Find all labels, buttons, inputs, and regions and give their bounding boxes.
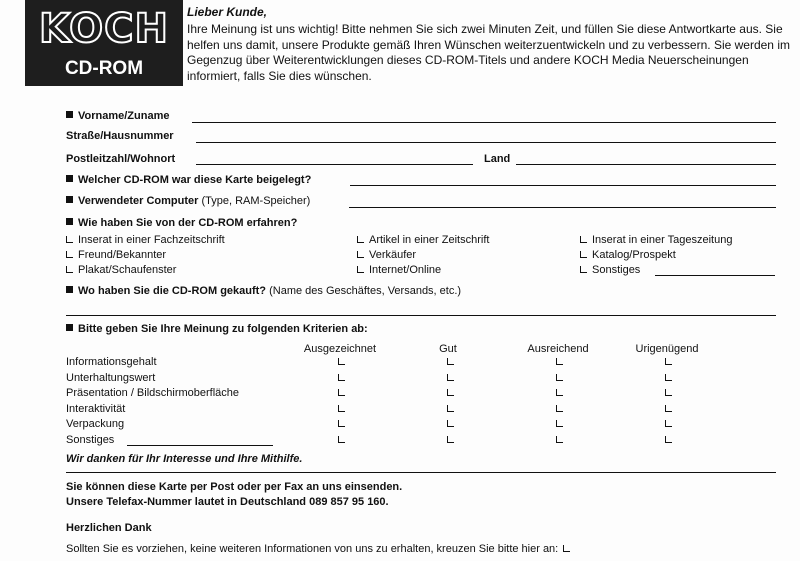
rating-scale-header: Ausgezeichnet: [303, 343, 377, 355]
source-option[interactable]: Katalog/Prospekt: [580, 249, 676, 261]
computer-label: Verwendeter Computer (Type, RAM-Speicher): [66, 195, 310, 207]
rating-checkbox[interactable]: [338, 389, 345, 396]
logo-brand: KOCH: [38, 6, 170, 52]
logo-sub: CD-ROM: [64, 58, 144, 79]
source-option[interactable]: Freund/Bekannter: [66, 249, 166, 261]
criterion-label: Sonstiges: [66, 434, 115, 446]
criterion-label: Präsentation / Bildschirmoberfläche: [66, 387, 240, 399]
rating-scale-header: Ausreichend: [527, 343, 589, 355]
rating-checkbox[interactable]: [447, 358, 454, 365]
computer-hint: (Type, RAM-Speicher): [201, 195, 311, 207]
checkbox-icon[interactable]: [357, 251, 364, 258]
rating-checkbox[interactable]: [338, 358, 345, 365]
rating-question: Bitte geben Sie Ihre Meinung zu folgenden Kriterien ab:: [66, 323, 368, 335]
checkbox-icon[interactable]: [580, 251, 587, 258]
source-other-field[interactable]: [655, 275, 775, 276]
purchase-hint: (Name des Geschäftes, Versands, etc.): [269, 285, 462, 297]
source-option[interactable]: Inserat in einer Tageszeitung: [580, 234, 732, 246]
criterion-other-field[interactable]: [127, 445, 273, 446]
rating-checkbox[interactable]: [447, 420, 454, 427]
optout-text: Sollten Sie es vorziehen, keine weiteren Informationen von uns zu erhalten, kreuzen Sie bitte hier an:: [66, 543, 575, 555]
rating-scale-header: Urigenügend: [635, 343, 699, 355]
purchase-field[interactable]: [66, 315, 776, 316]
computer-field[interactable]: [349, 207, 776, 208]
rating-checkbox[interactable]: [556, 436, 563, 443]
country-field[interactable]: [516, 164, 776, 165]
street-field[interactable]: [196, 142, 776, 143]
criterion-label: Interaktivität: [66, 403, 126, 415]
source-option[interactable]: Verkäufer: [357, 249, 416, 261]
checkbox-icon[interactable]: [357, 266, 364, 273]
checkbox-icon[interactable]: [66, 251, 73, 258]
checkbox-icon[interactable]: [66, 236, 73, 243]
rating-checkbox[interactable]: [338, 374, 345, 381]
rating-checkbox[interactable]: [556, 389, 563, 396]
checkbox-icon[interactable]: [66, 266, 73, 273]
rating-checkbox[interactable]: [556, 420, 563, 427]
cdrom-field[interactable]: [350, 185, 776, 186]
rating-checkbox[interactable]: [556, 358, 563, 365]
rating-checkbox[interactable]: [665, 389, 672, 396]
rating-checkbox[interactable]: [665, 405, 672, 412]
rating-checkbox[interactable]: [556, 405, 563, 412]
name-label: Vorname/Zuname: [66, 110, 170, 122]
rating-checkbox[interactable]: [447, 389, 454, 396]
intro-text: Ihre Meinung ist uns wichtig! Bitte nehmen Sie sich zwei Minuten Zeit, und füllen Sie diese Antwortkarte aus. Sie helfen uns damit, unsere Produkte gemäß Ihren Wünschen weiterzuentwickeln und zu verbessern. Sie werden im Gegenzug über Weiterentwicklungen dieses CD-ROM-Titels und andere KOCH Media Neuerscheinungen informiert, falls Sie dies wünschen.: [187, 22, 790, 83]
source-option[interactable]: Plakat/Schaufenster: [66, 264, 176, 276]
fax-number: Unsere Telefax-Nummer lautet in Deutschland 089 857 95 160.: [66, 496, 389, 508]
rating-checkbox[interactable]: [447, 374, 454, 381]
rating-checkbox[interactable]: [665, 436, 672, 443]
criterion-label: Unterhaltungswert: [66, 372, 156, 384]
rating-checkbox[interactable]: [447, 405, 454, 412]
source-question: Wie haben Sie von der CD-ROM erfahren?: [66, 217, 297, 229]
thanks-text: Wir danken für Ihr Interesse und Ihre Mithilfe.: [66, 453, 303, 465]
rating-checkbox[interactable]: [338, 420, 345, 427]
purchase-question: Wo haben Sie die CD-ROM gekauft? (Name des Geschäftes, Versands, etc.): [66, 285, 461, 297]
source-option[interactable]: Artikel in einer Zeitschrift: [357, 234, 489, 246]
source-option[interactable]: Sonstiges: [580, 264, 640, 276]
greeting: Lieber Kunde,: [187, 5, 268, 19]
optout-checkbox[interactable]: [563, 545, 570, 552]
street-label: Straße/Hausnummer: [66, 130, 174, 142]
rating-checkbox[interactable]: [338, 436, 345, 443]
send-instructions: Sie können diese Karte per Post oder per Fax an uns einsenden.: [66, 481, 403, 493]
cdrom-label: Welcher CD-ROM war diese Karte beigelegt?: [66, 174, 311, 186]
koch-cd-rom-logo: [25, 0, 183, 86]
rating-checkbox[interactable]: [665, 358, 672, 365]
checkbox-icon[interactable]: [580, 266, 587, 273]
divider: [66, 472, 776, 473]
rating-checkbox[interactable]: [338, 405, 345, 412]
zip-city-label: Postleitzahl/Wohnort: [66, 153, 176, 165]
rating-scale-header: Gut: [439, 343, 457, 355]
name-field[interactable]: [192, 122, 776, 123]
checkbox-icon[interactable]: [580, 236, 587, 243]
source-option[interactable]: Inserat in einer Fachzeitschrift: [66, 234, 225, 246]
rating-checkbox[interactable]: [665, 374, 672, 381]
rating-checkbox[interactable]: [556, 374, 563, 381]
closing: Herzlichen Dank: [66, 522, 152, 534]
criterion-label: Verpackung: [66, 418, 125, 430]
zip-city-field[interactable]: [196, 164, 473, 165]
rating-checkbox[interactable]: [447, 436, 454, 443]
rating-checkbox[interactable]: [665, 420, 672, 427]
criterion-label: Informationsgehalt: [66, 356, 157, 368]
source-option[interactable]: Internet/Online: [357, 264, 441, 276]
country-label: Land: [484, 153, 511, 165]
checkbox-icon[interactable]: [357, 236, 364, 243]
